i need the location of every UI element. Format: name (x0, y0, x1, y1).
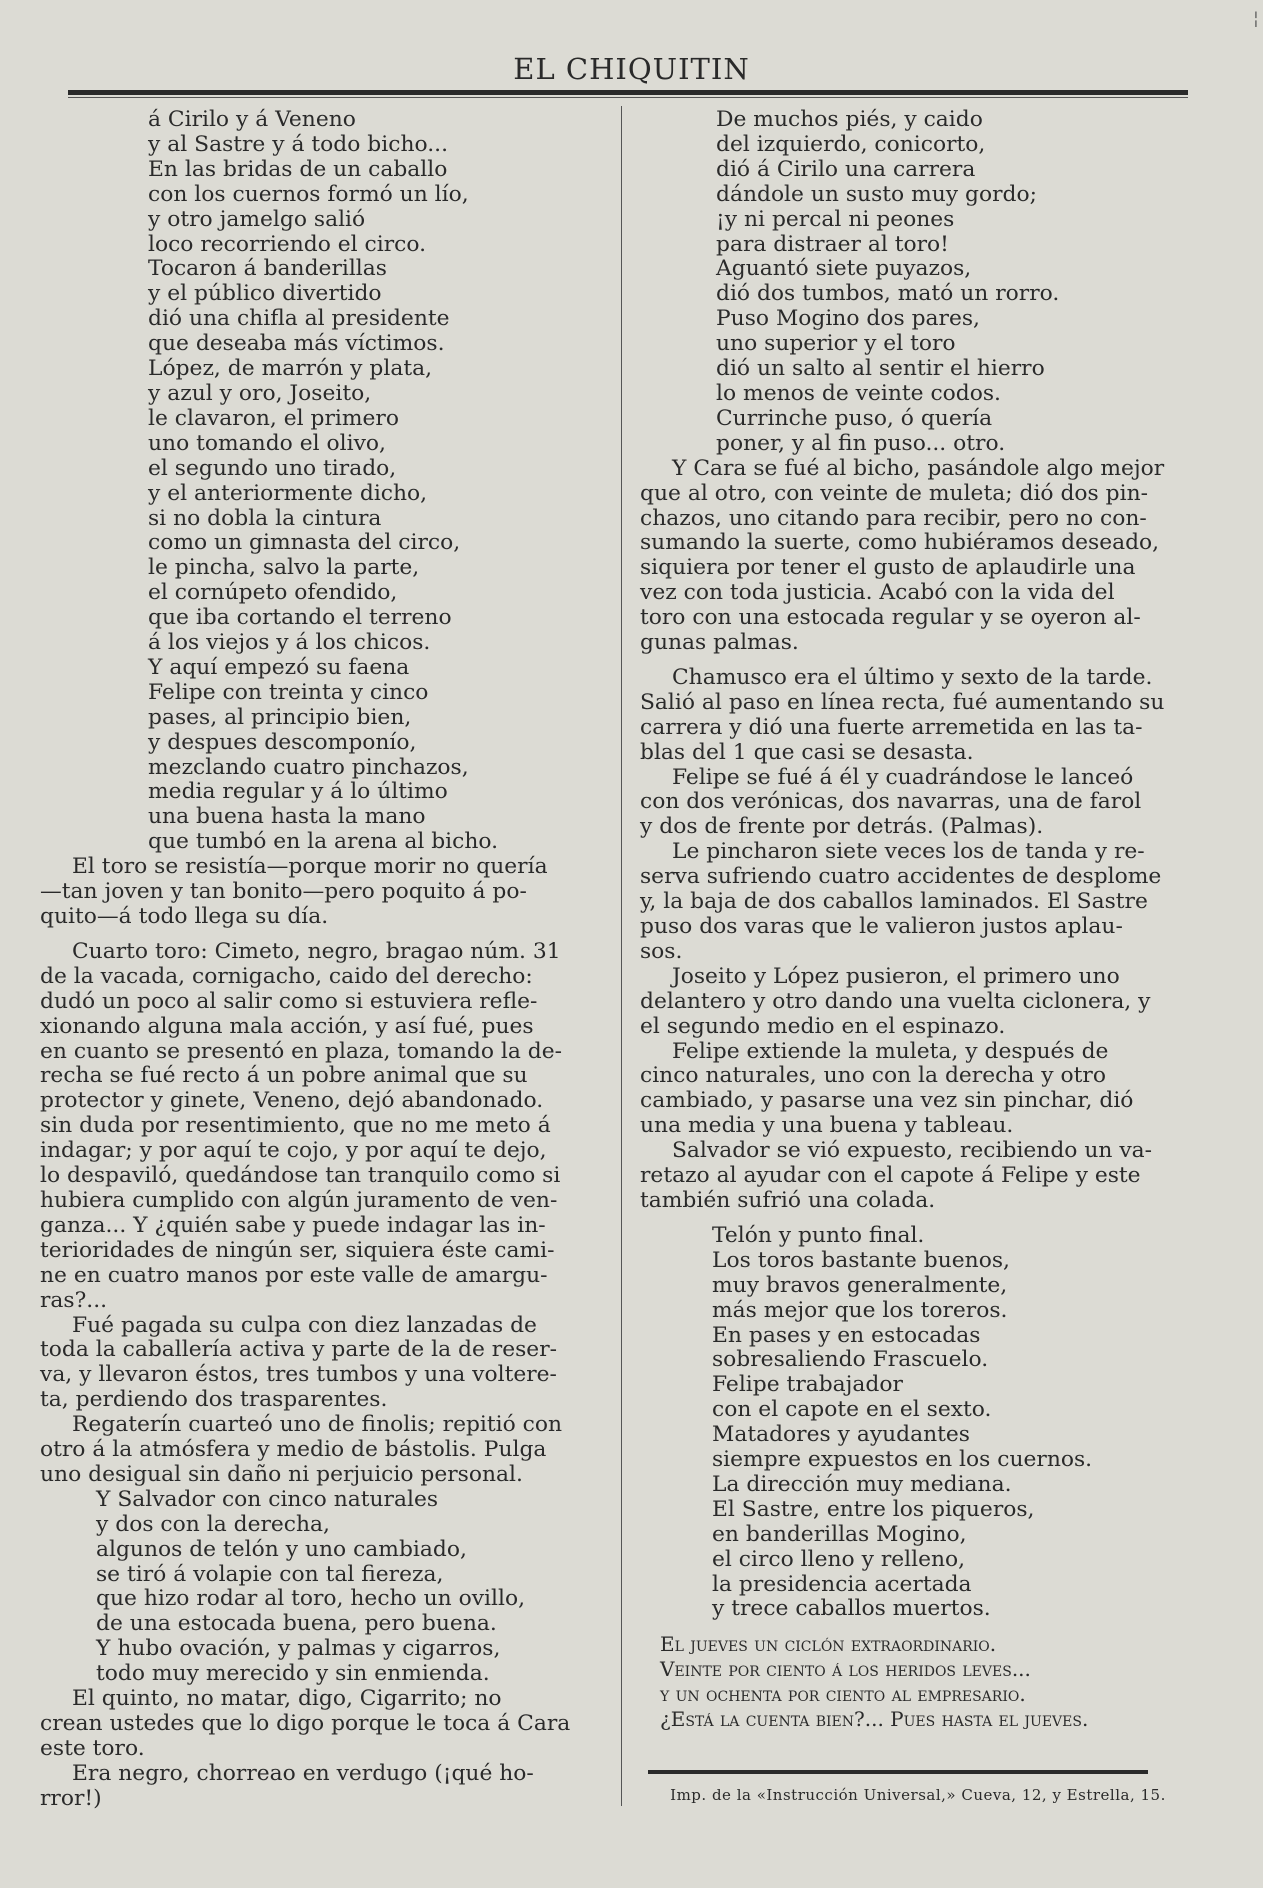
text-line: Telón y punto final. (712, 1222, 925, 1248)
text-line: serva sufriendo cuatro accidentes de desplome (640, 864, 1162, 890)
text-line: El jueves un ciclón extraordinario. (660, 1632, 997, 1657)
text-line: uno tomando el olivo, (148, 430, 386, 456)
text-line: y azul y oro, Joseito, (148, 380, 372, 406)
text-line: á los viejos y á los chicos. (148, 630, 431, 656)
text-line: lo menos de veinte codos. (716, 380, 1001, 406)
right-prose-5 (640, 965, 1192, 1040)
right-prose-1 (640, 457, 1192, 656)
text-line: en banderillas Mogino, (712, 1521, 967, 1547)
text-line: uno desigual sin daño ni perjuicio personal. (40, 1461, 523, 1487)
text-line: Tocaron á banderillas (148, 256, 387, 282)
text-line: que al otro, con veinte de muleta; dió dos pin- (640, 480, 1148, 506)
text-line: retazo al ayudar con el capote á Felipe y este (640, 1163, 1141, 1189)
text-line: va, y llevaron éstos, tres tumbos y una voltere- (40, 1362, 557, 1388)
text-line: Y Salvador con cinco naturales (96, 1486, 439, 1512)
text-line: quito—á todo llega su día. (40, 904, 329, 929)
text-line: toda la caballería activa y parte de la de reser- (40, 1337, 557, 1363)
left-prose-4 (40, 1413, 602, 1488)
text-line: Le pincharon siete veces los de tanda y re- (672, 839, 1145, 865)
right-prose-6 (640, 1040, 1192, 1140)
right-column (640, 108, 1192, 1732)
text-line: dió á Cirilo una carrera (716, 156, 976, 182)
text-line: el segundo medio en el espinazo. (640, 1013, 1006, 1039)
text-line: dudó un poco al salir como si estuviera refle- (40, 988, 538, 1014)
text-line: dió una chifla al presidente (148, 306, 450, 332)
text-line: ganza... Y ¿quién sabe y puede indagar las in- (40, 1212, 546, 1238)
text-line: el cornúpeto ofendido, (148, 580, 398, 606)
text-line: se tiró á volapie con tal fiereza, (96, 1561, 444, 1587)
text-line: Fué pagada su culpa con diez lanzadas de (72, 1312, 537, 1338)
text-line: loco recorriendo el circo. (148, 231, 427, 257)
header-rule-thin (68, 97, 1188, 98)
text-line: y otro jamelgo salió (148, 206, 366, 232)
left-verse-1 (40, 108, 602, 855)
text-line: El quinto, no matar, digo, Cigarrito; no (72, 1686, 502, 1712)
text-line: siempre expuestos en los cuernos. (712, 1447, 1093, 1473)
right-prose-7 (640, 1139, 1192, 1214)
imprint: Imp. de la «Instrucción Universal,» Cueva, 12, y Estrella, 15. (670, 1786, 1166, 1804)
text-line: otro á la atmósfera y medio de bástolis. Pulga (40, 1437, 547, 1463)
text-line: y despues descomponío, (148, 729, 417, 755)
text-line: ne en cuatro manos por este valle de amargu- (40, 1262, 548, 1288)
text-line: recha se fué recto á un pobre animal que su (40, 1063, 528, 1089)
page-title: EL CHIQUITIN (513, 52, 750, 86)
text-line: sumando la suerte, como hubiéramos deseado, (640, 530, 1160, 556)
text-line: para distraer al toro! (716, 231, 949, 257)
text-line: todo muy merecido y sin enmienda. (96, 1661, 490, 1687)
text-line: Veinte por ciento á los heridos leves... (660, 1657, 1031, 1682)
text-line: cambiado, y pasarse una vez sin pinchar, dió (640, 1088, 1134, 1114)
right-verse-1 (640, 108, 1192, 457)
text-line: El Sastre, entre los piqueros, (712, 1496, 1035, 1522)
text-line: Y hubo ovación, y palmas y cigarros, (96, 1636, 501, 1662)
text-line: muy bravos generalmente, (712, 1272, 1008, 1298)
text-line: En pases y en estocadas (712, 1322, 981, 1348)
text-line: poner, y al fin puso... otro. (716, 430, 1006, 456)
left-prose-2 (40, 940, 602, 1314)
text-line: Puso Mogino dos pares, (716, 306, 980, 332)
text-line: en cuanto se presentó en plaza, tomando la de- (40, 1038, 562, 1064)
text-line: y al Sastre y á todo bicho... (148, 131, 449, 157)
text-line: y un ochenta por ciento al empresario. (660, 1682, 1026, 1707)
text-line: Chamusco era el último y sexto de la tarde. (672, 664, 1153, 690)
text-line: le pincha, salvo la parte, (148, 555, 420, 581)
text-line: el circo lleno y relleno, (712, 1546, 966, 1572)
text-line: y el anteriormente dicho, (148, 480, 428, 506)
text-line: xionando alguna mala acción, y así fué, pues (40, 1013, 534, 1039)
text-line: terioridades de ningún ser, siquiera éste cami- (40, 1237, 555, 1263)
text-line: dándole un susto muy gordo; (716, 181, 1037, 207)
text-line: lo despaviló, quedándose tan tranquilo como si (40, 1163, 561, 1189)
text-line: sin duda por resentimiento, que no me meto á (40, 1113, 551, 1139)
text-line: Felipe extiende la muleta, y después de (672, 1038, 1109, 1064)
text-line: como un gimnasta del circo, (148, 530, 461, 556)
text-line: y dos de frente por detrás. (Palmas). (640, 814, 1044, 840)
announcement (640, 1632, 1192, 1732)
text-line: La dirección muy mediana. (712, 1471, 1012, 1497)
text-line: que hizo rodar al toro, hecho un ovillo, (96, 1586, 526, 1612)
column-divider (621, 106, 622, 1806)
text-line: Regaterín cuarteó uno de finolis; repitió con (72, 1412, 563, 1438)
text-line: protector y ginete, Veneno, dejó abandonado. (40, 1088, 544, 1114)
text-line: siquiera por tener el gusto de aplaudirle una (640, 555, 1136, 581)
left-prose-5 (40, 1687, 602, 1762)
right-prose-4 (640, 840, 1192, 965)
text-line: también sufrió una colada. (640, 1187, 936, 1213)
text-line: sobresaliendo Frascuelo. (712, 1347, 989, 1373)
footer-rule (648, 1770, 1148, 1774)
text-line: ¿Está la cuenta bien?... Pues hasta el jueves. (660, 1707, 1089, 1732)
right-prose-2 (640, 666, 1192, 766)
left-prose-3 (40, 1314, 602, 1414)
text-line: toro con una estocada regular y se oyeron al- (640, 605, 1141, 631)
text-line: chazos, uno citando para recibir, pero no con- (640, 505, 1147, 531)
text-line: López, de marrón y plata, (148, 356, 433, 382)
text-line: Felipe trabajador (712, 1372, 903, 1398)
text-line: sos. (640, 938, 683, 964)
text-line: —tan joven y tan bonito—pero poquito á po- (40, 879, 527, 905)
text-line: dió dos tumbos, mató un rorro. (716, 281, 1060, 307)
text-line: De muchos piés, y caido (716, 107, 983, 132)
text-line: Matadores y ayudantes (712, 1422, 970, 1448)
text-line: Y Cara se fué al bicho, pasándole algo mejor (672, 455, 1165, 481)
text-line: dió un salto al sentir el hierro (716, 356, 1045, 382)
text-line: que iba cortando el terreno (148, 605, 452, 631)
left-prose-6 (40, 1762, 602, 1812)
text-line: gunas palmas. (640, 630, 799, 656)
text-line: Felipe se fué á él y cuadrándose le lanceó (672, 764, 1134, 790)
text-line: Era negro, chorreao en verdugo (¡qué ho- (72, 1760, 534, 1786)
text-line: Aguantó siete puyazos, (716, 256, 972, 282)
text-line: Y aquí empezó su faena (148, 654, 410, 680)
text-line: puso dos varas que le valieron justos aplau- (640, 914, 1123, 939)
text-line: uno superior y el toro (716, 331, 956, 357)
text-line: Los toros bastante buenos, (712, 1247, 1010, 1273)
text-line: El toro se resistía—porque morir no quería (72, 854, 548, 880)
left-prose-1 (40, 855, 602, 930)
header-rule (68, 90, 1188, 95)
text-line: Felipe con treinta y cinco (148, 679, 429, 705)
text-line: ¡y ni percal ni peones (716, 206, 955, 232)
edge-mark: ¦ (1252, 8, 1259, 29)
text-line: del izquierdo, conicorto, (716, 131, 986, 157)
text-line: y, la baja de dos caballos laminados. El Sastre (640, 889, 1148, 915)
left-verse-2 (40, 1488, 602, 1687)
text-line: que deseaba más víctimos. (148, 331, 445, 357)
text-line: una buena hasta la mano (148, 804, 426, 830)
text-line: hubiera cumplido con algún juramento de ven- (40, 1187, 558, 1213)
text-line: si no dobla la cintura (148, 505, 382, 531)
text-line: Salió al paso en línea recta, fué aumentando su (640, 689, 1165, 715)
text-line: delantero y otro dando una vuelta ciclonera, y (640, 988, 1151, 1014)
text-line: cinco naturales, uno con la derecha y otro (640, 1063, 1106, 1089)
text-line: con dos verónicas, dos navarras, una de farol (640, 789, 1142, 815)
text-line: el segundo uno tirado, (148, 455, 397, 481)
text-line: una media y una buena y tableau. (640, 1113, 1014, 1139)
right-prose-3 (640, 766, 1192, 841)
text-line: vez con toda justicia. Acabó con la vida del (640, 580, 1115, 606)
text-line: rror!) (40, 1785, 102, 1811)
text-line: En las bridas de un caballo (148, 156, 448, 182)
text-line: con el capote en el sexto. (712, 1397, 992, 1423)
text-line: este toro. (40, 1735, 145, 1761)
text-line: de la vacada, cornigacho, caido del derecho: (40, 963, 533, 989)
text-line: y trece caballos muertos. (712, 1596, 991, 1622)
right-verse-2 (640, 1224, 1192, 1623)
left-column (40, 108, 602, 1812)
text-line: la presidencia acertada (712, 1571, 972, 1597)
text-line: ras?... (40, 1287, 108, 1313)
text-line: pases, al principio bien, (148, 704, 412, 730)
text-line: le clavaron, el primero (148, 405, 399, 431)
text-line: blas del 1 que casi se desasta. (640, 739, 974, 765)
text-line: con los cuernos formó un lío, (148, 181, 469, 207)
text-line: crean ustedes que lo digo porque le toca á Cara (40, 1711, 571, 1736)
text-line: á Cirilo y á Veneno (148, 107, 356, 132)
text-line: Salvador se vió expuesto, recibiendo un va- (672, 1138, 1153, 1164)
text-line: Currinche puso, ó quería (716, 405, 993, 431)
text-line: y el público divertido (148, 281, 382, 307)
text-line: Joseito y López pusieron, el primero uno (672, 963, 1120, 989)
text-line: ta, perdiendo dos trasparentes. (40, 1387, 388, 1413)
text-line: algunos de telón y uno cambiado, (96, 1536, 467, 1562)
text-line: más mejor que los toreros. (712, 1297, 1008, 1323)
text-line: media regular y á lo último (148, 779, 448, 805)
text-line: carrera y dió una fuerte arremetida en las ta- (640, 714, 1143, 740)
text-line: Cuarto toro: Cimeto, negro, bragao núm. 31 (72, 938, 561, 964)
text-line: y dos con la derecha, (96, 1511, 330, 1537)
text-line: indagar; y por aquí te cojo, y por aquí te dejo, (40, 1138, 547, 1164)
text-line: de una estocada buena, pero buena. (96, 1611, 497, 1637)
text-line: mezclando cuatro pinchazos, (148, 754, 469, 780)
text-line: que tumbó en la arena al bicho. (148, 829, 499, 855)
